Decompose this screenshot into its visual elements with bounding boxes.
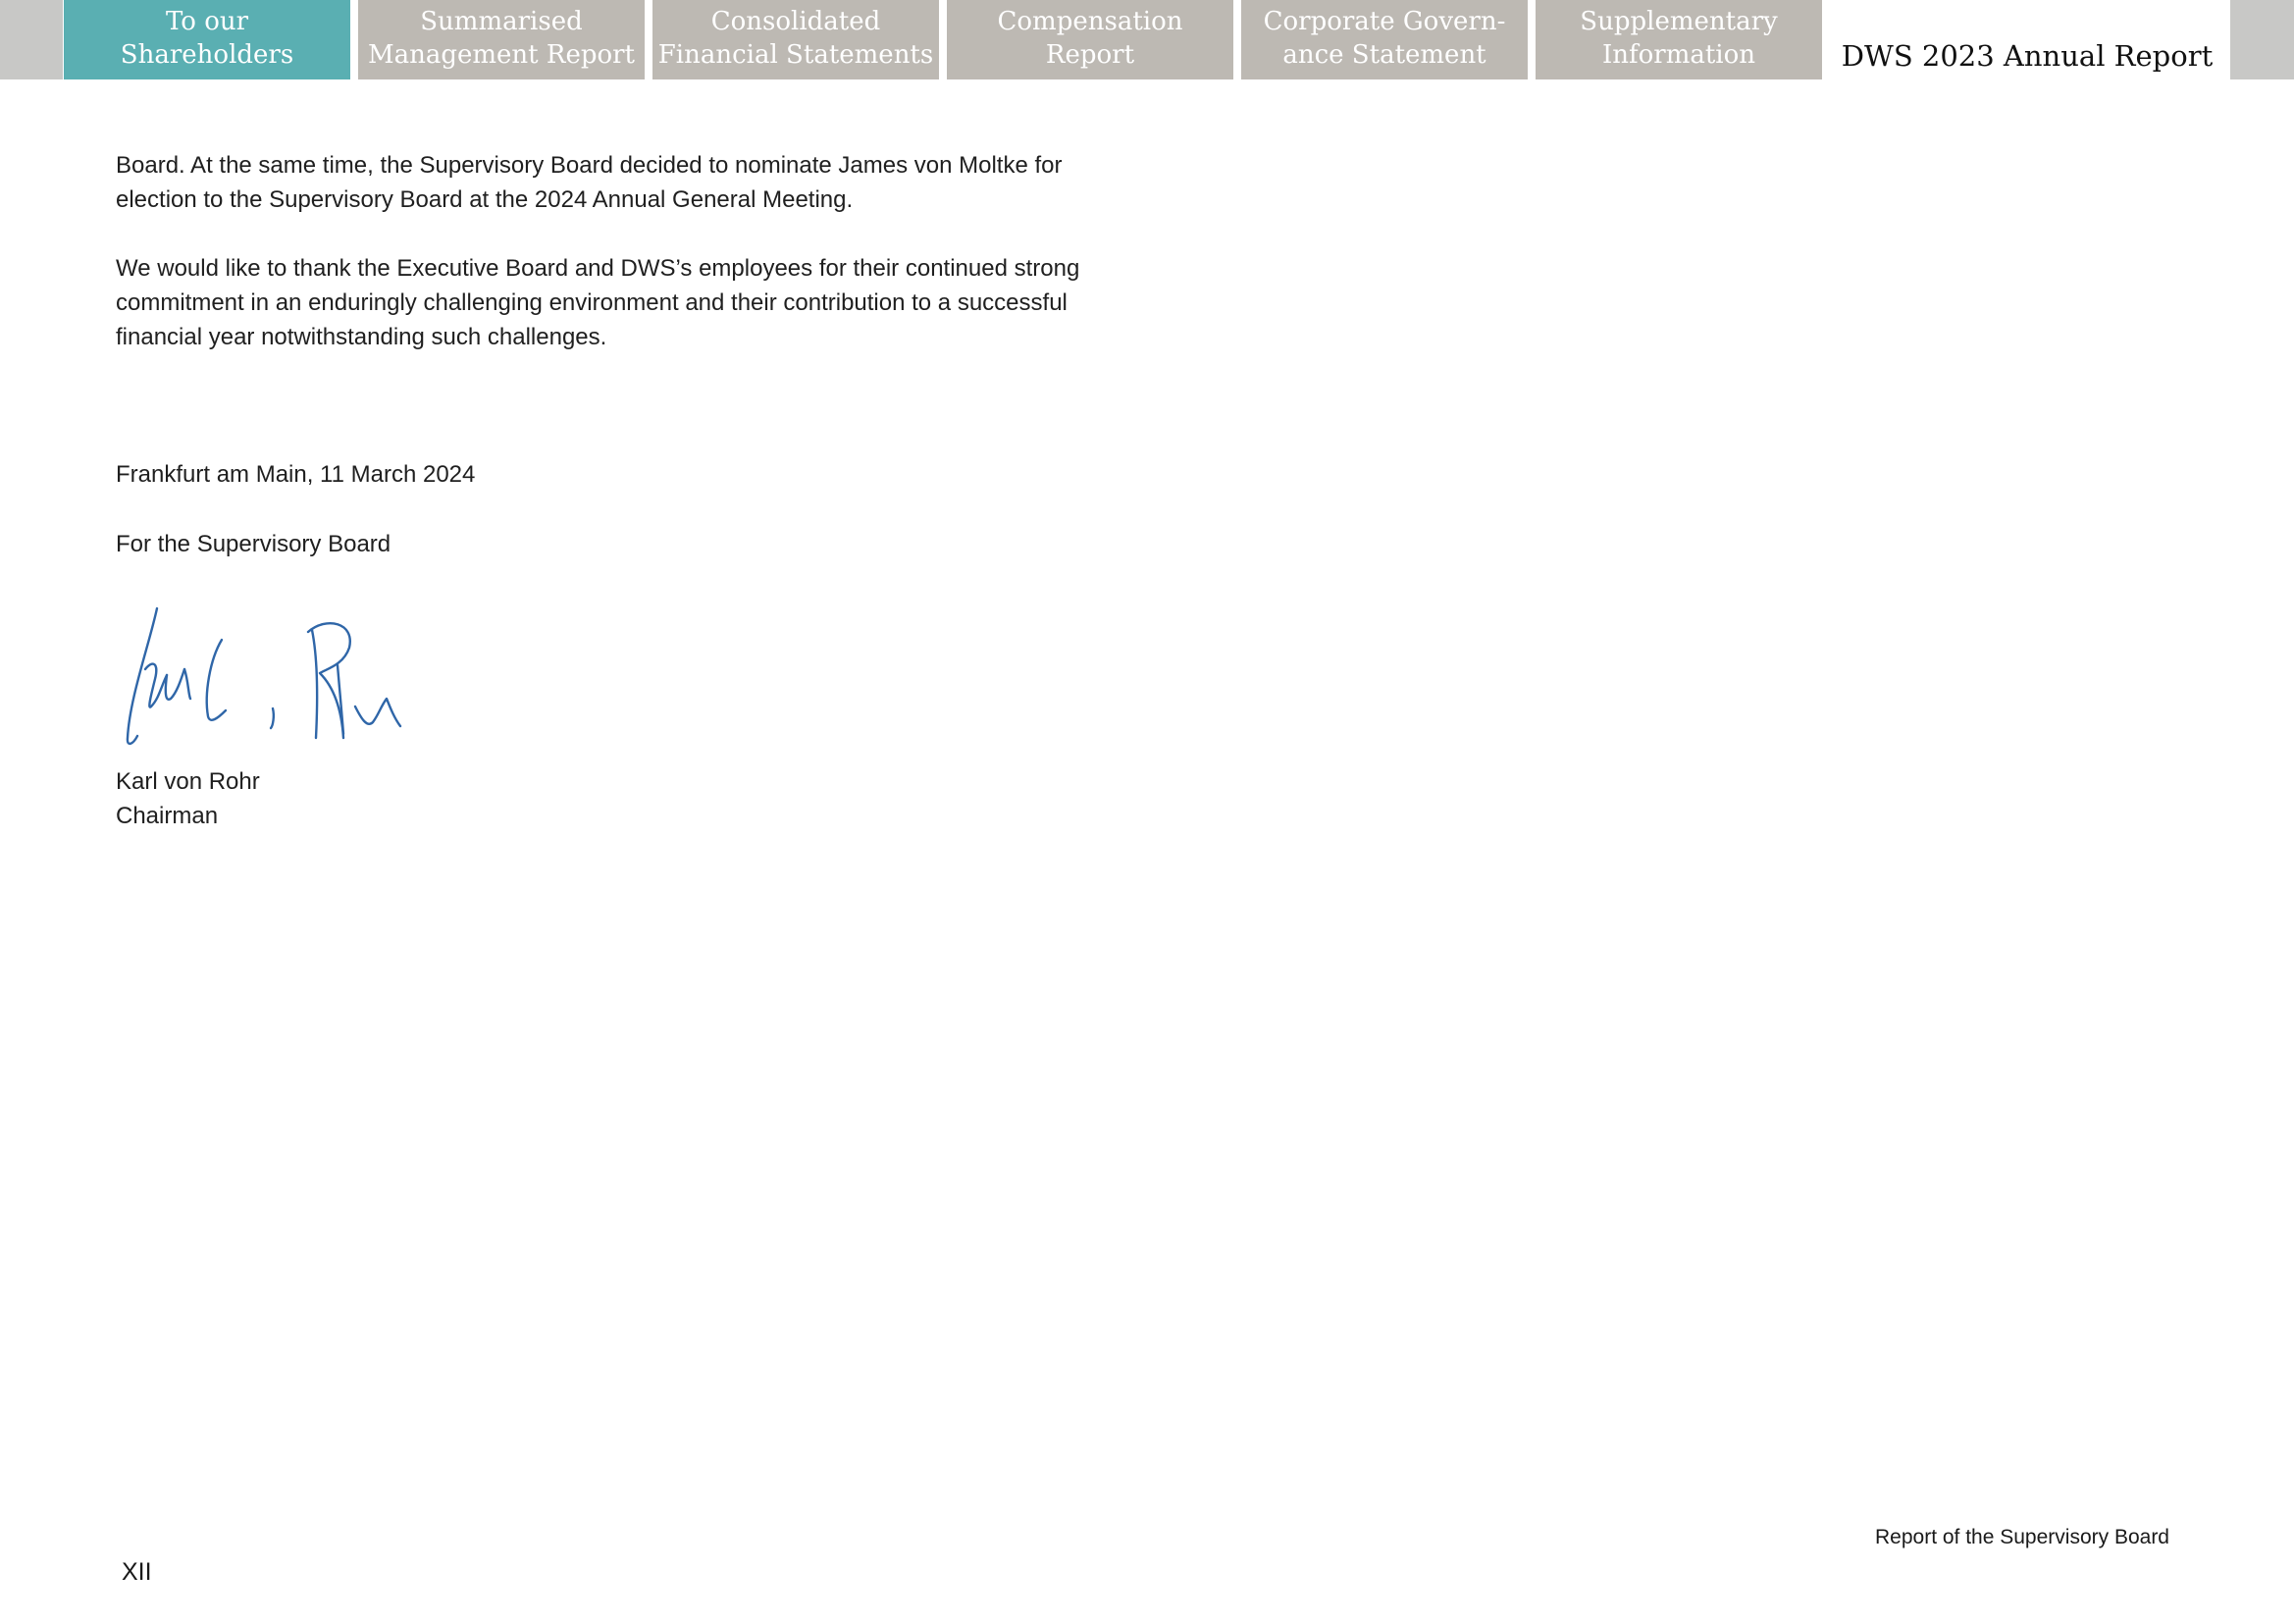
tab-supplementary-information[interactable] <box>1536 0 1822 79</box>
signatory-block <box>116 764 260 833</box>
paragraph-nomination <box>116 148 1063 217</box>
tab-label-line2: Shareholders <box>120 39 294 70</box>
place-and-date <box>116 457 475 492</box>
signatory-title: Chairman <box>116 803 219 829</box>
text-line: election to the Supervisory Board at the 2024 Annual General Meeting. <box>116 186 854 213</box>
tab-label-line2: Report <box>1045 39 1135 70</box>
place-date-text: Frankfurt am Main, 11 March 2024 <box>116 461 476 488</box>
text-line: We would like to thank the Executive Board and DWS’s employees for their continued strong <box>116 255 1080 282</box>
header-edge-right <box>2230 0 2294 79</box>
signature-image <box>116 601 430 753</box>
tab-to-our-shareholders[interactable] <box>64 0 350 79</box>
paragraph-thanks <box>116 251 1079 354</box>
page-number: XII <box>122 1558 152 1586</box>
on-behalf-line <box>116 527 391 561</box>
text-line: commitment in an enduringly challenging environment and their contribution to a successful <box>116 289 1068 316</box>
tab-label-line1: Supplementary <box>1580 6 1778 36</box>
tab-label-line2: Management Report <box>367 39 636 70</box>
text-line: financial year notwithstanding such challenges. <box>116 324 607 350</box>
tab-label-line2: ance Statement <box>1282 39 1486 70</box>
header-edge-left <box>0 0 63 79</box>
tab-compensation-report[interactable] <box>947 0 1233 79</box>
text-line: Board. At the same time, the Supervisory Board decided to nominate James von Moltke for <box>116 152 1063 179</box>
tab-label-line2: Financial Statements <box>657 39 934 70</box>
tab-label-line1: Consolidated <box>710 6 881 36</box>
tab-corporate-governance-statement[interactable] <box>1241 0 1528 79</box>
tab-label-line1: Corporate Govern- <box>1263 6 1506 36</box>
footer-section-label: Report of the Supervisory Board <box>1875 1526 2169 1548</box>
tab-summarised-management-report[interactable] <box>358 0 645 79</box>
tab-label-line1: To our <box>165 6 249 36</box>
on-behalf-text: For the Supervisory Board <box>116 531 391 557</box>
tab-consolidated-financial-statements[interactable] <box>652 0 939 79</box>
tab-label-line2: Information <box>1601 39 1756 70</box>
signatory-name: Karl von Rohr <box>116 768 260 795</box>
tab-label-line1: Compensation <box>997 6 1183 36</box>
report-title: DWS 2023 Annual Report <box>1841 39 2214 73</box>
tab-label-line1: Summarised <box>420 6 583 36</box>
